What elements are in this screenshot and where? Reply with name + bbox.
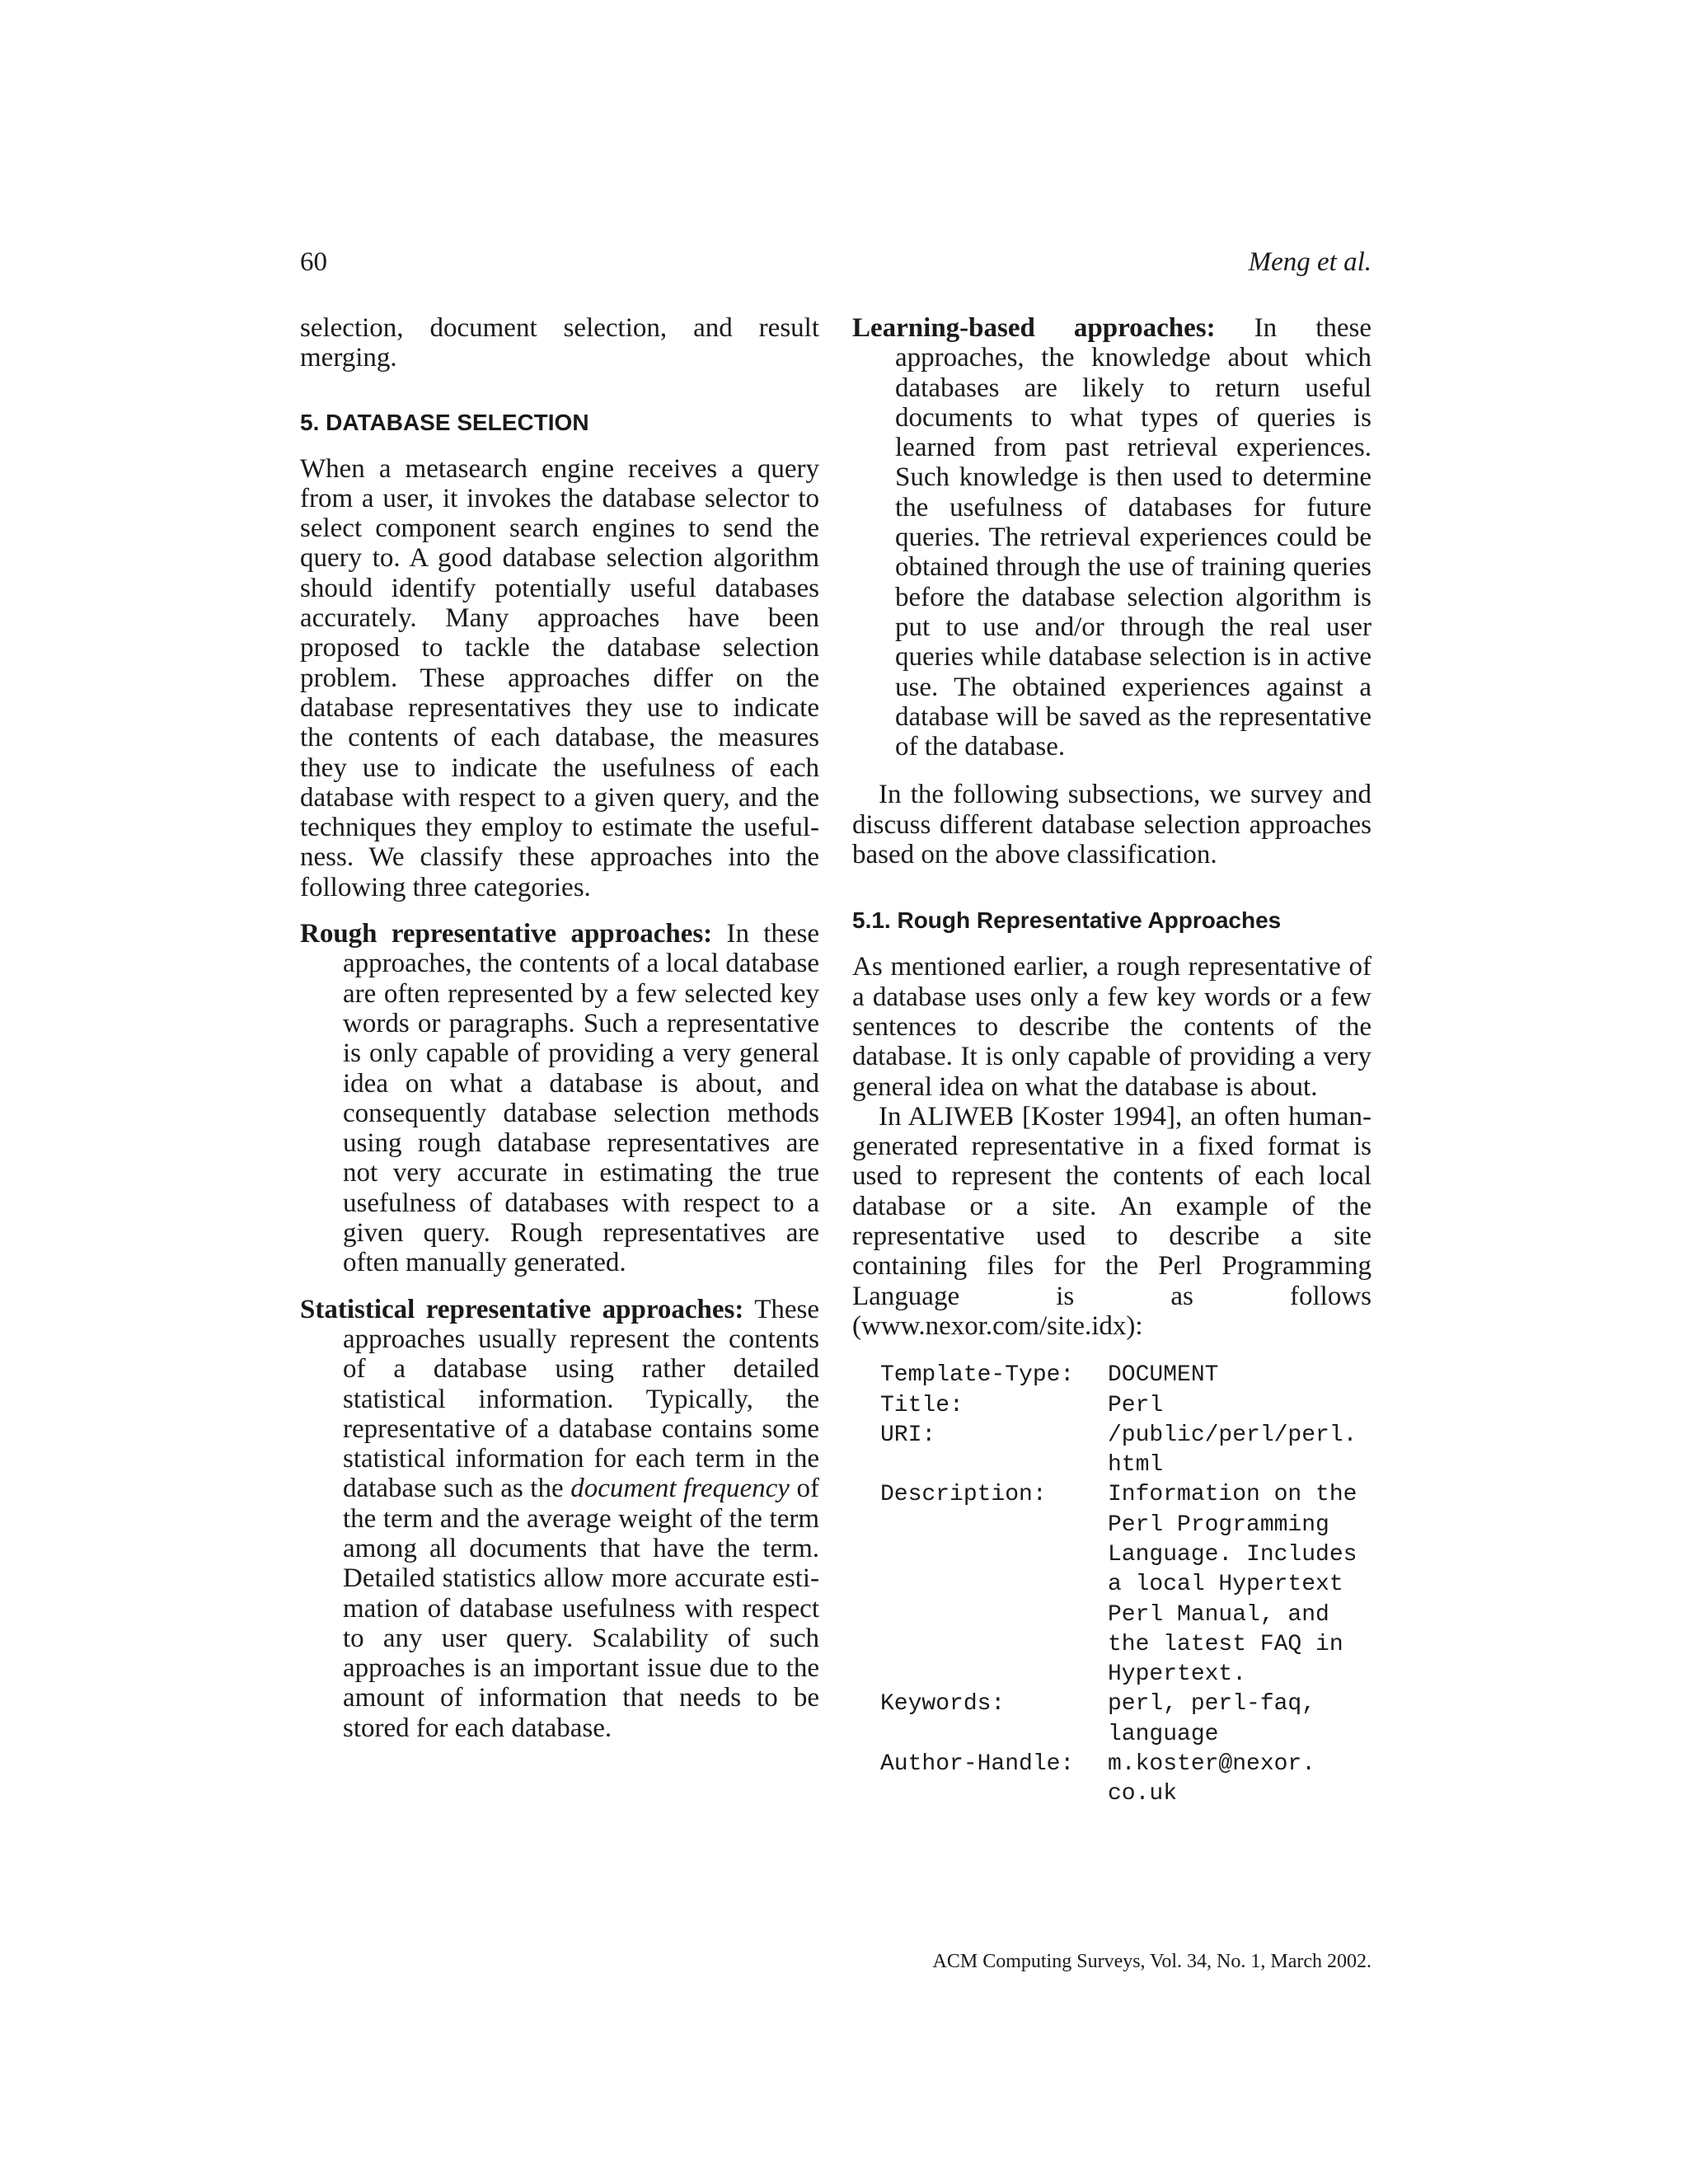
subsection-heading: 5.1. Rough Representative Approaches <box>852 907 1282 934</box>
statistical-approaches-term: Statistical representative approaches: <box>300 1294 744 1324</box>
code-key: Keywords: <box>880 1691 1006 1718</box>
running-head: Meng et al. <box>1248 247 1372 277</box>
code-row <box>880 1480 1372 1690</box>
code-row <box>880 1750 1372 1810</box>
code-row <box>880 1690 1372 1750</box>
code-key: Template-Type: <box>880 1362 1075 1389</box>
code-value: perl, perl-faq, language <box>1108 1691 1316 1747</box>
rough-approaches-body: In these approaches, the contents of a local database are often represented by a few selected key words or paragraphs. Such a representative is only capable of providing a very general idea on what a database is about, and consequently database selection methods using rough database representatives are not very accurate in estimating the true usefulness of databases with respect to a given query. Rough representatives are often manually generated. <box>343 919 820 1278</box>
code-row <box>880 1421 1372 1481</box>
code-value: m.koster@nexor. co.uk <box>1108 1751 1316 1807</box>
learning-approaches-body: In these approaches, the knowledge about which databases are likely to return useful documents to what types of queries is learned from past retrieval experiences. Such knowledge is then used to determine the usefulness of databases for future queries. The retrieval experiences could be obtained through the use of training queries before the database selection algorithm is put to use and/or through the real user queries while database selection is in active use. The obtained experiences against a database will be saved as the representative of the database. <box>895 313 1372 762</box>
page-number: 60 <box>300 247 327 277</box>
code-value: Information on the Perl Programming Language. Includes a local Hypertext Perl Manual, and the latest FAQ in Hypertext. <box>1108 1482 1357 1688</box>
code-row <box>880 1361 1372 1390</box>
code-key: Author-Handle: <box>880 1751 1075 1778</box>
statistical-approaches-emphasis: document frequency <box>570 1474 790 1504</box>
rough-approaches-term: Rough representative approaches: <box>300 919 713 949</box>
continuation-paragraph: selection, document selection, and result merging. <box>300 313 819 373</box>
subsections-paragraph: In the following subsections, we survey and discuss different database selection approaches based on the above classification. <box>852 780 1372 870</box>
code-key: URI: <box>880 1422 936 1448</box>
statistical-approaches-body-start: These approaches usually represent the contents of a database using rather detailed statistical information. Typically, the representative of a database contains some statistical information for each term in the database such as the <box>343 1294 819 1504</box>
aliweb-paragraph: In ALIWEB [Koster 1994], an often human-generated representative in a fixed format is used to represent the contents of each local database or a site. An example of the representative used to describe a site containing files for the Perl Programming Language is as follows (www.nexor.com/site.idx): <box>852 1101 1372 1341</box>
code-value: Perl <box>1108 1392 1164 1418</box>
site-idx-code-block <box>880 1361 1372 1809</box>
statistical-approaches-body-end: of the term and the average weight of the term among all documents that have the term. Detailed statistics allow more accurate estimation of database usefulness with respect to any user query. Scalability of such approaches is an important issue due to the amount of information that needs to be stored for each database. <box>343 1474 820 1743</box>
statistical-approaches-item <box>300 1295 819 1743</box>
code-key: Description: <box>880 1482 1047 1508</box>
rough-intro-paragraph: As mentioned earlier, a rough representative of a database uses only a few key words or a few sentences to describe the contents of the database. It is only capable of providing a very general idea on what the database is about. <box>852 952 1372 1102</box>
intro-paragraph: When a metasearch engine receives a query from a user, it invokes the database selector to select component search engines to send the query to. A good database selection algorithm should identify potentially useful databases accurately. Many approaches have been proposed to tackle the database selection problem. These approaches differ on the database representatives they use to indicate the contents of each database, the measures they use to indicate the usefulness of each database with respect to a given query, and the techniques they employ to estimate the usefulness. We classify these approaches into the following three categories. <box>300 453 819 902</box>
code-value: /public/perl/perl. html <box>1108 1422 1357 1479</box>
right-column <box>852 313 1372 1810</box>
code-key: Title: <box>880 1392 964 1418</box>
journal-citation-footer: ACM Computing Surveys, Vol. 34, No. 1, March 2002. <box>932 1951 1372 1972</box>
code-value: DOCUMENT <box>1108 1362 1219 1389</box>
code-row <box>880 1391 1372 1421</box>
section-heading: 5. DATABASE SELECTION <box>300 409 589 435</box>
rough-approaches-item <box>300 919 819 1278</box>
learning-approaches-term: Learning-based approaches: <box>852 313 1216 343</box>
left-column <box>300 313 819 1743</box>
learning-approaches-item <box>852 313 1372 762</box>
